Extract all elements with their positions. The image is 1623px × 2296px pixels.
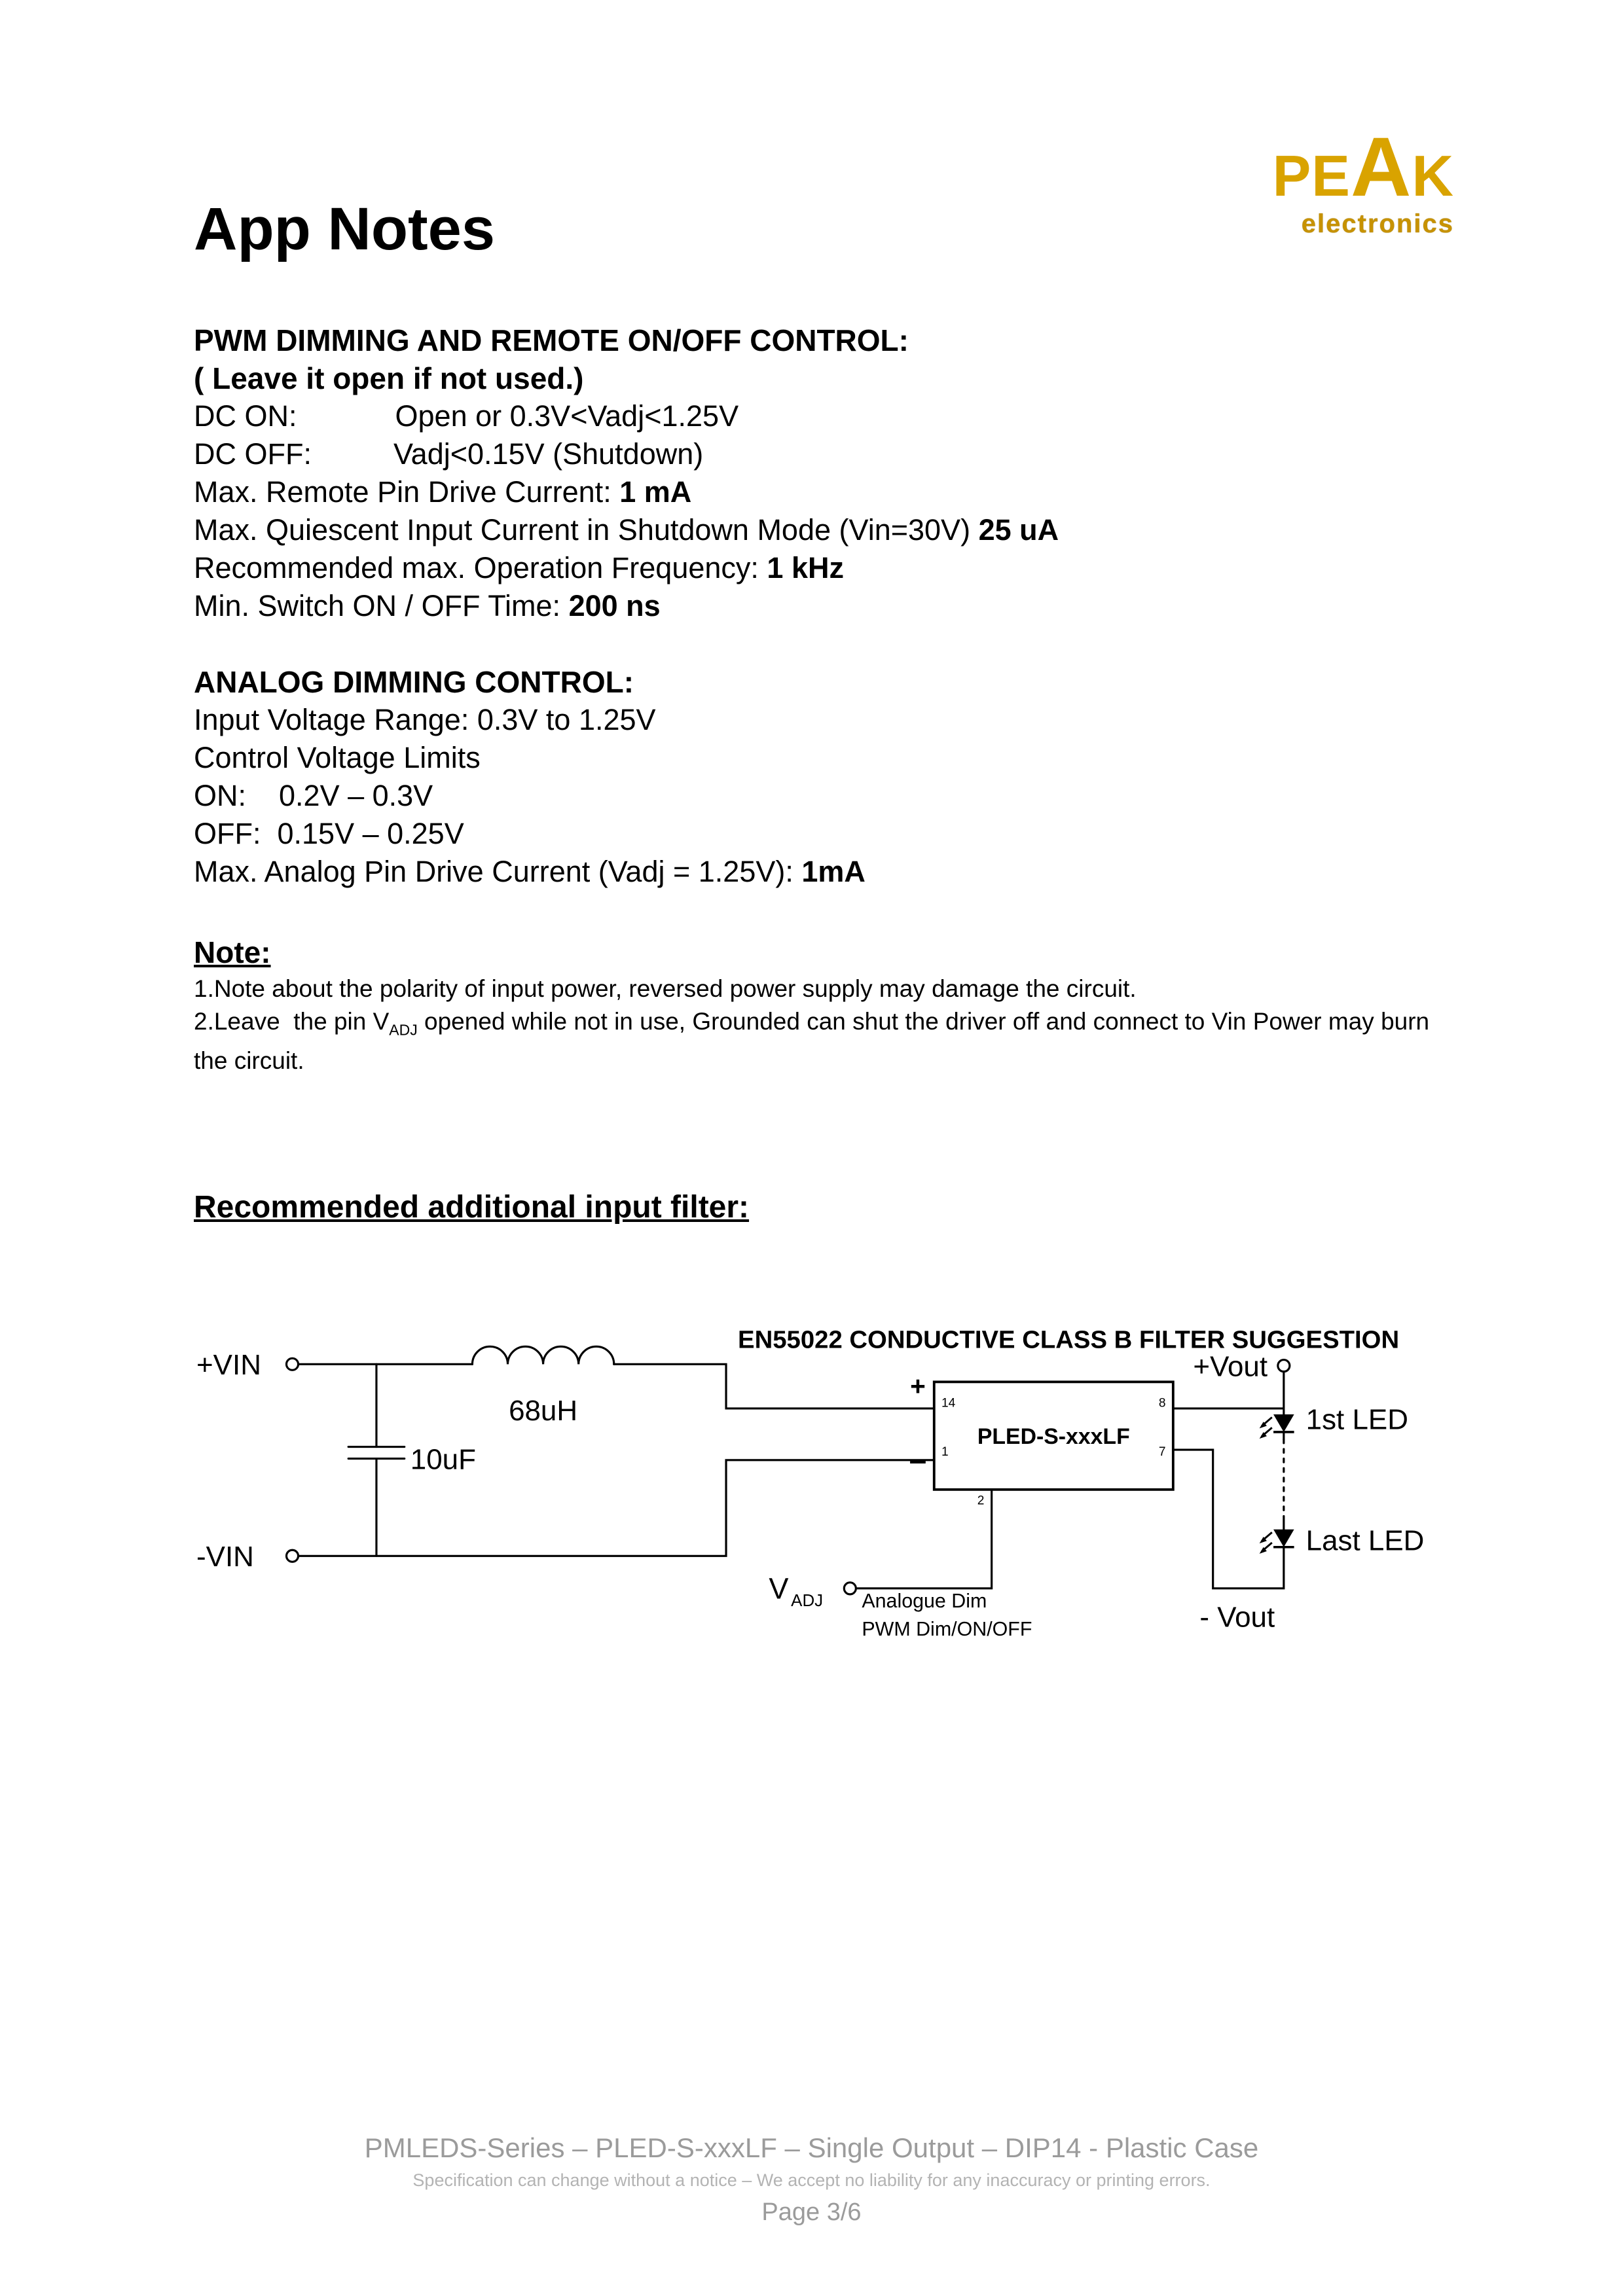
line-text: Max. Quiescent Input Current in Shutdown Mode (Vin=30V): [194, 513, 979, 547]
logo-letter-a: A: [1351, 120, 1412, 214]
first-led-label: 1st LED: [1305, 1403, 1408, 1436]
note-section: [194, 933, 1457, 1077]
pwm-subheading: ( Leave it open if not used.): [194, 361, 584, 395]
line-text: Input Voltage Range: 0.3V to 1.25V: [194, 703, 656, 736]
wire-to-pin14: [614, 1365, 934, 1409]
analog-heading: ANALOG DIMMING CONTROL:: [194, 665, 634, 699]
note-item-2-text: 2.Leave the pin V: [194, 1008, 390, 1035]
analog-section: [194, 663, 1457, 891]
analog-line-off: [194, 815, 1457, 853]
footer-disclaimer: Specification can change without a notice – We accept no liability for any inaccuracy or printing errors.: [412, 2170, 1211, 2190]
footer-series-line: PMLEDS-Series – PLED-S-xxxLF – Single Output – DIP14 - Plastic Case: [364, 2132, 1259, 2163]
analogue-dim-label: Analogue Dim: [862, 1590, 987, 1613]
filter-heading: Recommended additional input filter:: [194, 1190, 750, 1225]
wire-led-string-to-pin7: [1173, 1432, 1284, 1588]
line-bold-value: 25 uA: [978, 513, 1059, 547]
pin2-label: 2: [977, 1494, 985, 1508]
wire-pin2-to-vadj: [858, 1490, 992, 1588]
note-item-1: 1.Note about the polarity of input power, reversed power supply may damage the circuit.: [194, 975, 1137, 1002]
module-label: PLED-S-xxxLF: [977, 1424, 1130, 1450]
vout-minus-label: - Vout: [1199, 1601, 1275, 1634]
wire-vin-minus-to-pin1: [299, 1460, 934, 1556]
minus-polarity-label: −: [909, 1444, 927, 1480]
analog-line-on: [194, 777, 1457, 815]
en55022-title: EN55022 CONDUCTIVE CLASS B FILTER SUGGESTION: [738, 1325, 1400, 1354]
input-filter-schematic: [185, 1323, 1453, 1664]
page-content: [194, 0, 1457, 1667]
analog-line-max-drive-current: [194, 853, 1457, 891]
line-text: Control Voltage Limits: [194, 741, 481, 774]
pin14-label: 14: [941, 1397, 956, 1411]
vadj-label-v: V: [769, 1572, 789, 1606]
vin-plus-terminal: [286, 1359, 298, 1371]
capacitor-value-label: 10uF: [410, 1443, 476, 1476]
pin8-label: 8: [1158, 1397, 1166, 1411]
vout-plus-label: +Vout: [1193, 1350, 1268, 1383]
logo-letters-pe: PE: [1272, 143, 1351, 208]
line-bold-value: 1mA: [801, 855, 866, 888]
last-led-label: Last LED: [1305, 1524, 1425, 1557]
vadj-terminal: [844, 1583, 856, 1594]
analog-line-control-limits: [194, 739, 1457, 777]
first-led-icon: [1260, 1414, 1294, 1439]
pwm-line-max-remote-current: [194, 473, 1457, 511]
line-bold-value: 1 mA: [619, 475, 692, 509]
logo-letter-k: K: [1412, 143, 1454, 208]
page-title: App Notes: [194, 196, 495, 262]
vin-minus-terminal: [286, 1551, 298, 1562]
vout-plus-terminal: [1278, 1360, 1290, 1372]
line-text: Recommended max. Operation Frequency:: [194, 551, 767, 584]
note-item-2: [194, 1006, 1457, 1077]
pwm-section: [194, 321, 1457, 625]
analog-line-input-range: [194, 701, 1457, 739]
pwm-dim-label: PWM Dim/ON/OFF: [862, 1618, 1032, 1641]
pwm-heading: PWM DIMMING AND REMOTE ON/OFF CONTROL:: [194, 323, 909, 357]
line-text: DC ON: Open or 0.3V<Vadj<1.25V: [194, 399, 739, 433]
line-text: ON: 0.2V – 0.3V: [194, 779, 433, 812]
last-led-icon: [1260, 1530, 1294, 1554]
pin1-label: 1: [941, 1445, 949, 1460]
note-heading: Note:: [194, 935, 271, 969]
line-text: OFF: 0.15V – 0.25V: [194, 817, 464, 850]
pwm-line-dc-on: [194, 397, 1457, 435]
pwm-line-switch-time: [194, 587, 1457, 625]
vin-minus-label: -VIN: [196, 1541, 254, 1573]
pwm-line-quiescent-current: [194, 511, 1457, 549]
inductor-value-label: 68uH: [509, 1395, 578, 1427]
page-footer: [0, 2132, 1623, 2227]
vadj-subscript: ADJ: [389, 1021, 418, 1039]
line-bold-value: 1 kHz: [767, 551, 844, 584]
capacitor-symbol: [348, 1447, 405, 1459]
footer-page-number: Page 3/6: [761, 2198, 862, 2226]
plus-polarity-label: +: [910, 1371, 926, 1402]
line-bold-value: 200 ns: [568, 589, 661, 622]
line-text: Min. Switch ON / OFF Time:: [194, 589, 569, 622]
pwm-line-operation-frequency: [194, 549, 1457, 587]
note-item-2-text-cont: opened while not in use, Grounded can shut the driver off and connect to Vin Power may burn the circuit.: [194, 1008, 1436, 1075]
vin-plus-label: +VIN: [196, 1349, 261, 1382]
pin7-label: 7: [1158, 1445, 1166, 1460]
line-text: DC OFF: Vadj<0.15V (Shutdown): [194, 437, 704, 471]
vadj-label-sub: ADJ: [791, 1592, 824, 1611]
logo-tagline: electronics: [1301, 209, 1454, 238]
line-text: Max. Analog Pin Drive Current (Vadj = 1.25V):: [194, 855, 802, 888]
pwm-line-dc-off: [194, 435, 1457, 473]
line-text: Max. Remote Pin Drive Current:: [194, 475, 620, 509]
inductor-symbol: [472, 1347, 613, 1365]
